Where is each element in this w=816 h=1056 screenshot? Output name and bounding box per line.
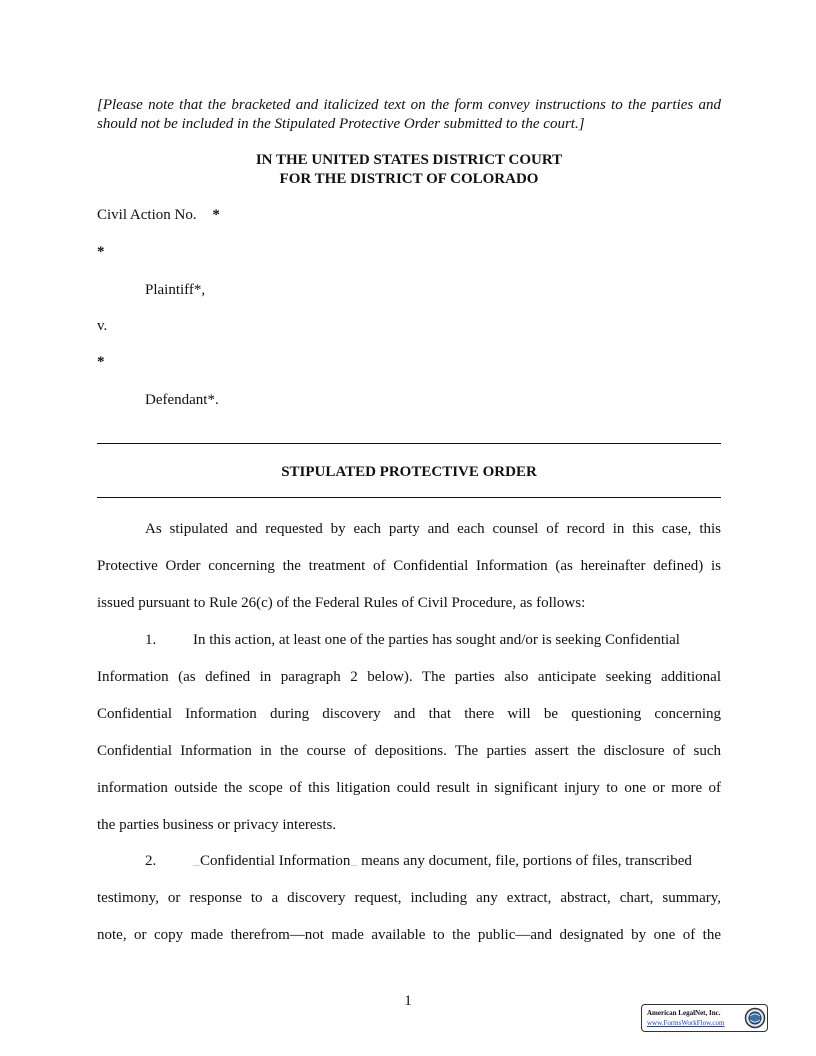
body-line: information outside the scope of this litigation could result in significant injury to one or more of	[97, 780, 721, 796]
body-line: issued pursuant to Rule 26(c) of the Federal Rules of Civil Procedure, as follows:	[97, 595, 586, 611]
paragraph-number: 1.	[145, 632, 157, 648]
page-number: 1	[404, 993, 412, 1009]
court-name-line-1: IN THE UNITED STATES DISTRICT COURT	[255, 152, 563, 168]
defined-term: Confidential Information	[200, 853, 351, 869]
body-line: Protective Order concerning the treatment of Confidential Information (as hereinafter defined) is	[97, 558, 721, 574]
footer-logo[interactable]	[641, 1004, 768, 1032]
paragraph-2-first-line: 2. __Confidential Information__ means any document, file, portions of files, transcribed	[145, 853, 692, 869]
instruction-note: [Please note that the bracketed and italicized text on the form convey instructions to the parties and should not be included in the Stipulated Protective Order submitted to the court.]	[97, 97, 721, 132]
civil-action-label: Civil Action No. *	[97, 207, 220, 223]
court-name-line-2: FOR THE DISTRICT OF COLORADO	[279, 171, 539, 187]
defendant-label: Defendant*.	[145, 392, 219, 408]
body-line: the parties business or privacy interests.	[97, 817, 337, 833]
logo-url-link[interactable]: www.FormsWorkFlow.com	[647, 1019, 725, 1027]
plaintiff-name: *	[97, 244, 105, 260]
body-line: Information (as defined in paragraph 2 below). The parties also anticipate seeking additional	[97, 669, 721, 685]
paragraph-1-first-line: 1. In this action, at least one of the parties has sought and/or is seeking Confidential	[145, 632, 680, 648]
civil-action-number: *	[212, 207, 220, 223]
defendant-name: *	[97, 354, 105, 370]
title-rule-top	[97, 443, 721, 444]
body-line: testimony, or response to a discovery request, including any extract, abstract, chart, summary,	[97, 890, 721, 906]
body-line: note, or copy made therefrom—not made available to the public—and designated by one of the	[97, 927, 721, 943]
plaintiff-label: Plaintiff*,	[145, 282, 206, 298]
paragraph-number: 2.	[145, 853, 157, 869]
title-rule-bottom	[97, 497, 721, 498]
versus: v.	[97, 318, 108, 334]
body-line: Confidential Information in the course of depositions. The parties assert the disclosure of such	[97, 743, 721, 759]
body-line: Confidential Information during discovery and that there will be questioning concerning	[97, 706, 721, 722]
document-title: STIPULATED PROTECTIVE ORDER	[281, 464, 537, 480]
logo-company-name: American LegalNet, Inc.	[647, 1009, 721, 1017]
body-line: As stipulated and requested by each party and each counsel of record in this case, this	[145, 521, 721, 537]
globe-icon	[744, 1007, 766, 1029]
